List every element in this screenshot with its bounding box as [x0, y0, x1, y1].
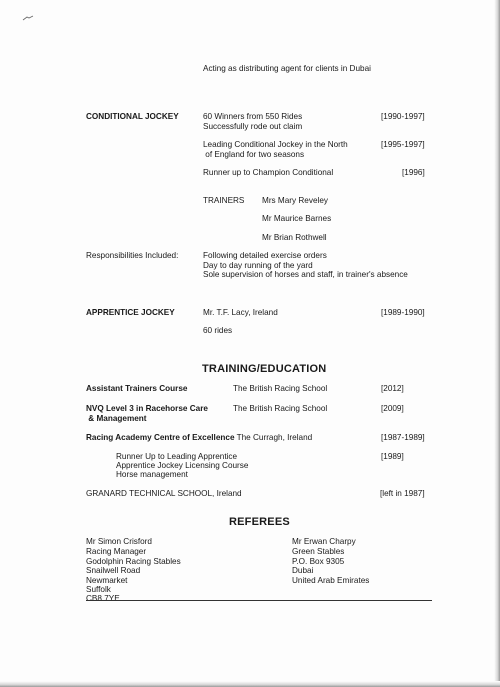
referee-2-line-4: Dubai	[292, 566, 314, 575]
training-heading: TRAINING/EDUCATION	[202, 363, 327, 375]
course-2-date: [2009]	[381, 404, 404, 413]
footer-rule	[86, 600, 432, 601]
conditional-entry-3-date: [1996]	[402, 168, 425, 177]
conditional-jockey-heading: CONDITIONAL JOCKEY	[86, 112, 179, 121]
trainer-2: Mr Maurice Barnes	[262, 214, 332, 223]
school-date: [left in 1987]	[380, 489, 425, 498]
course-1-name: Assistant Trainers Course	[86, 384, 188, 393]
academy-items-date: [1989]	[381, 452, 404, 461]
referee-2-line-5: United Arab Emirates	[292, 576, 370, 585]
responsibility-2: Day to day running of the yard	[203, 261, 313, 270]
conditional-entry-3-line1: Runner up to Champion Conditional	[203, 168, 334, 177]
referee-1-line-1: Mr Simon Crisford	[86, 537, 152, 546]
course-1-date: [2012]	[381, 384, 404, 393]
conditional-entry-1-line1: 60 Winners from 550 Rides	[203, 112, 303, 121]
header-line: Acting as distributing agent for clients in Dubai	[203, 64, 371, 73]
apprentice-jockey-heading: APPRENTICE JOCKEY	[86, 308, 175, 317]
responsibility-3: Sole supervision of horses and staff, in trainer's absence	[203, 270, 408, 279]
referees-heading: REFEREES	[229, 516, 290, 528]
trainer-3: Mr Brian Rothwell	[262, 233, 327, 242]
responsibilities-label: Responsibilities Included:	[86, 251, 179, 260]
referee-1-line-4: Snailwell Road	[86, 566, 141, 575]
pen-mark	[22, 15, 34, 21]
academy-item-1: Runner Up to Leading Apprentice	[116, 452, 238, 461]
course-2-name-line2: & Management	[86, 414, 147, 423]
referee-2-line-1: Mr Erwan Charpy	[292, 537, 356, 546]
referee-1-line-2: Racing Manager	[86, 547, 147, 556]
referee-1-line-6: Suffolk	[86, 585, 111, 594]
referee-2-line-3: P.O. Box 9305	[292, 557, 345, 566]
academy-item-3: Horse management	[116, 470, 188, 479]
conditional-entry-1-date: [1990-1997]	[381, 112, 425, 121]
academy-item-2: Apprentice Jockey Licensing Course	[116, 461, 249, 470]
scan-shadow-right	[494, 0, 500, 687]
responsibility-1: Following detailed exercise orders	[203, 251, 327, 260]
referee-1-line-5: Newmarket	[86, 576, 128, 585]
conditional-entry-2-date: [1995-1997]	[381, 140, 425, 149]
apprentice-date: [1989-1990]	[381, 308, 425, 317]
conditional-entry-1-line2: Successfully rode out claim	[203, 122, 303, 131]
course-1-place: The British Racing School	[233, 384, 328, 393]
referee-1-line-3: Godolphin Racing Stables	[86, 557, 181, 566]
referee-2-line-2: Green Stables	[292, 547, 345, 556]
referee-1-line-7: CB8 7YE	[86, 594, 120, 603]
academy-line	[86, 433, 312, 443]
trainers-label: TRAINERS	[203, 196, 245, 205]
conditional-entry-2-line2: of England for two seasons	[203, 150, 305, 159]
conditional-entry-2-line1: Leading Conditional Jockey in the North	[203, 140, 348, 149]
school-name: GRANARD TECHNICAL SCHOOL, Ireland	[86, 489, 242, 498]
course-2-name-line1: NVQ Level 3 in Racehorse Care	[86, 404, 208, 413]
trainer-1: Mrs Mary Reveley	[262, 196, 328, 205]
apprentice-employer: Mr. T.F. Lacy, Ireland	[203, 308, 278, 317]
course-2-place: The British Racing School	[233, 404, 328, 413]
scan-shadow-bottom	[0, 681, 500, 687]
academy-date: [1987-1989]	[381, 433, 425, 442]
academy-place: The Curragh, Ireland	[234, 433, 313, 442]
apprentice-rides: 60 rides	[203, 326, 233, 335]
academy-name: Racing Academy Centre of Excellence	[86, 433, 235, 442]
